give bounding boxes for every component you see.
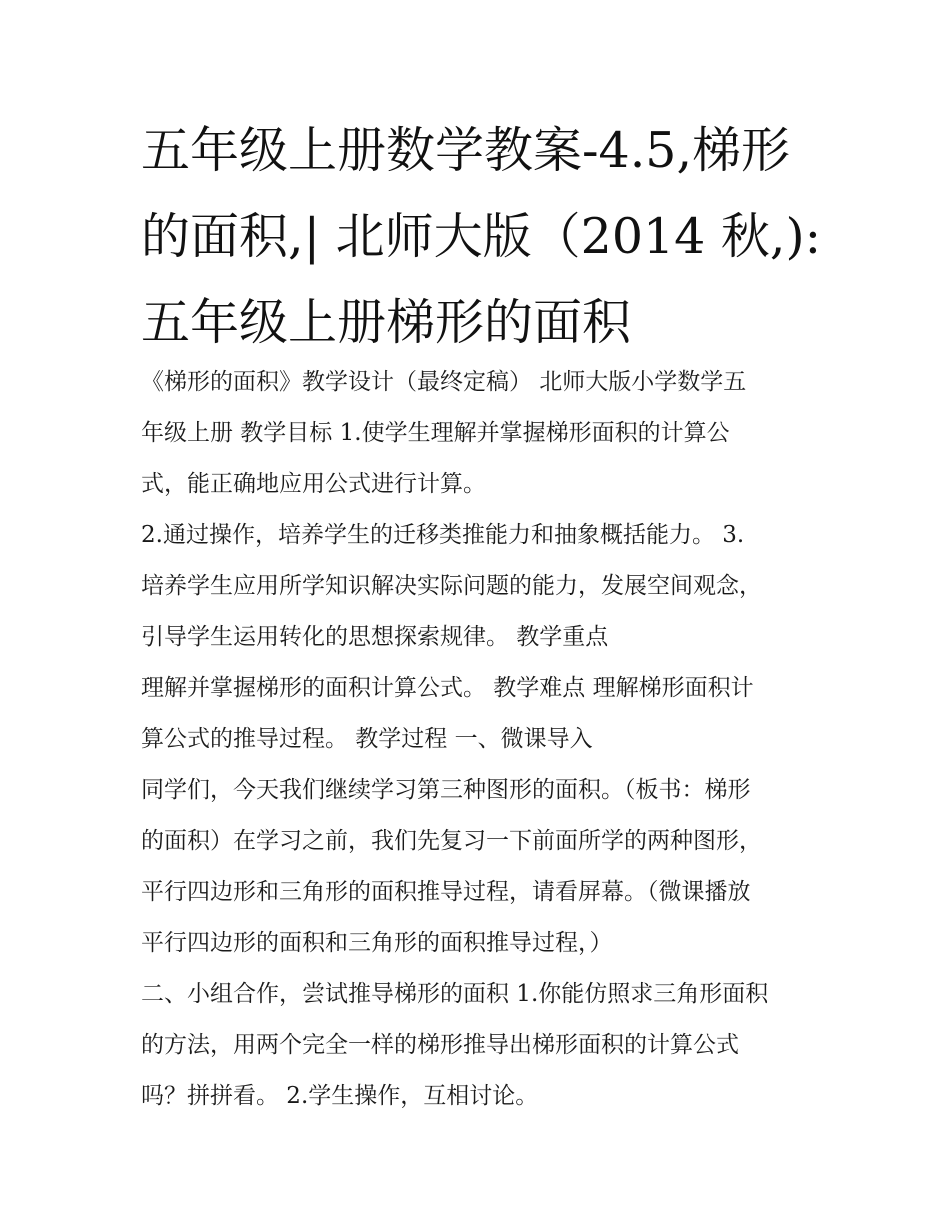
body-line: 引导学生运用转化的思想探索规律。 教学重点: [141, 624, 609, 650]
body-line: 年级上册 教学目标 1.使学生理解并掌握梯形面积的计算公: [141, 420, 730, 446]
title-line: 五年级上册数学教案-4.5,梯形: [141, 122, 791, 179]
document-body: [141, 357, 831, 1122]
body-line: 《梯形的面积》教学设计（最终定稿） 北师大版小学数学五: [141, 369, 747, 395]
body-line: 式，能正确地应用公式进行计算。: [141, 471, 486, 497]
body-line: 吗？拼拼看。 2.学生操作，互相讨论。: [141, 1083, 539, 1109]
body-line: 的方法，用两个完全一样的梯形推导出梯形面积的计算公式: [141, 1032, 739, 1058]
body-line: 平行四边形和三角形的面积推导过程，请看屏幕。（微课播放: [141, 879, 751, 905]
body-line: 培养学生应用所学知识解决实际问题的能力，发展空间观念，: [141, 573, 762, 599]
body-line: 理解并掌握梯形的面积计算公式。 教学难点 理解梯形面积计: [141, 675, 754, 701]
document-title: [141, 108, 821, 366]
body-line: 2.通过操作，培养学生的迁移类推能力和抽象概括能力。 3.: [141, 522, 745, 548]
title-line: 五年级上册梯形的面积: [141, 294, 632, 351]
body-line: 算公式的推导过程。 教学过程 一、微课导入: [141, 726, 593, 752]
body-line: 平行四边形的面积和三角形的面积推导过程，）: [141, 930, 613, 956]
body-line: 二、小组合作，尝试推导梯形的面积 1.你能仿照求三角形面积: [141, 981, 769, 1007]
body-line: 的面积）在学习之前，我们先复习一下前面所学的两种图形，: [141, 828, 762, 854]
body-line: 同学们，今天我们继续学习第三种图形的面积。（板书：梯形: [141, 777, 751, 803]
title-line: 的面积,| 北师大版（2014 秋,):: [141, 208, 822, 265]
